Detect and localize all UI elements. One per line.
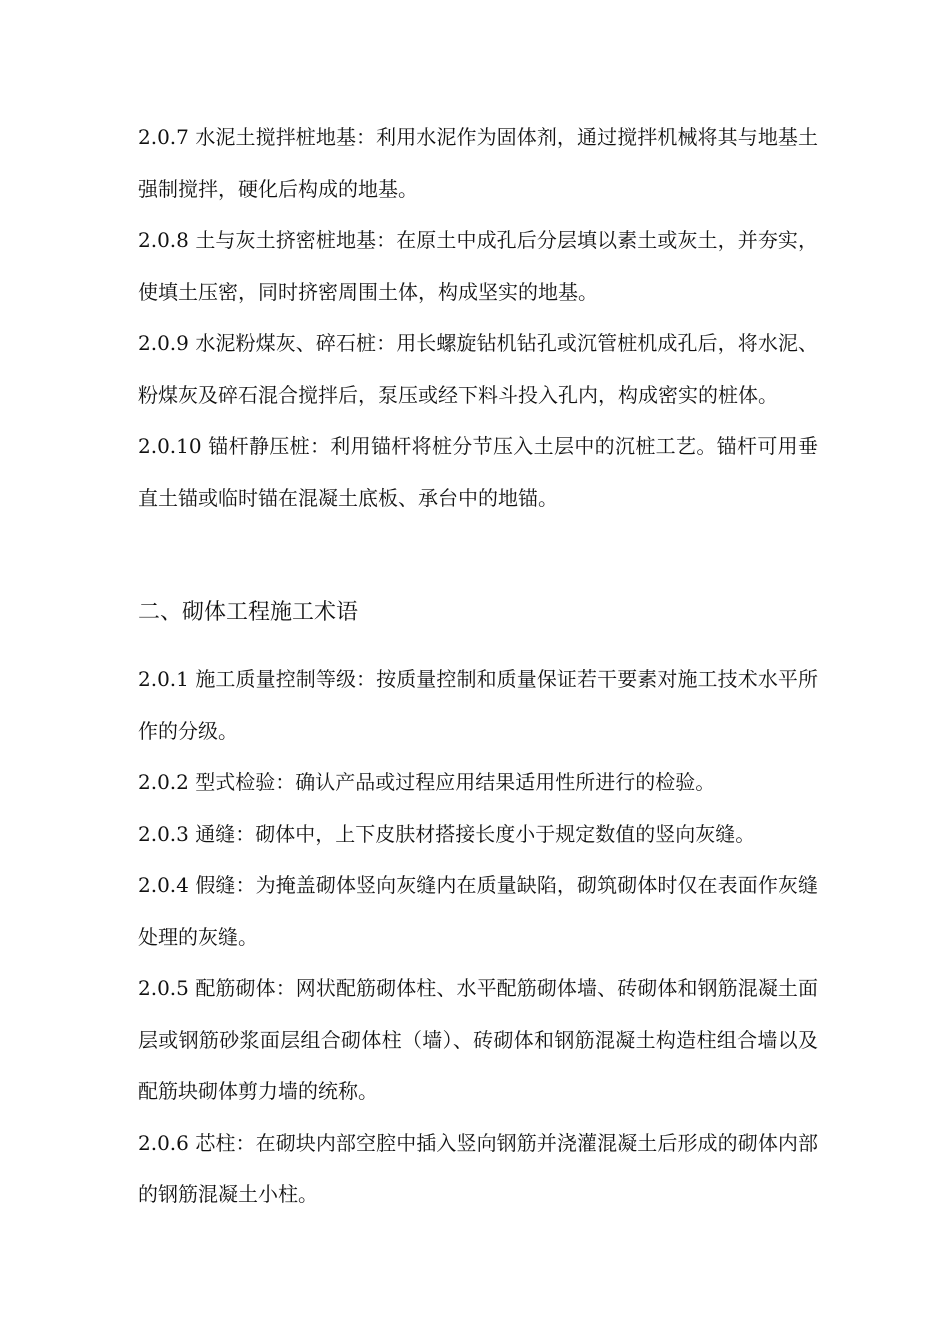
term-2-0-9: 2.0.9 水泥粉煤灰、碎石桩：用长螺旋钻机钻孔或沉管桩机成孔后，将水泥、粉煤灰及碎石混合搅拌后，泵压或经下料斗投入孔内，构成密实的桩体。 <box>138 331 818 407</box>
term-2-0-7: 2.0.7 水泥土搅拌桩地基：利用水泥作为固体剂，通过搅拌机械将其与地基土强制搅拌，硬化后构成的地基。 <box>138 125 818 201</box>
term-2-0-8: 2.0.8 土与灰土挤密桩地基：在原土中成孔后分层填以素土或灰土，并夯实，使填土压密，同时挤密周围土体，构成坚实的地基。 <box>138 228 818 304</box>
term-2-0-6: 2.0.6 芯柱：在砌块内部空腔中插入竖向钢筋并浇灌混凝土后形成的砌体内部的钢筋混凝土小柱。 <box>138 1130 818 1206</box>
term-2-0-10: 2.0.10 锚杆静压桩：利用锚杆将桩分节压入土层中的沉桩工艺。锚杆可用垂直土锚或临时锚在混凝土底板、承台中的地锚。 <box>138 434 818 510</box>
term-2-0-1: 2.0.1 施工质量控制等级：按质量控制和质量保证若干要素对施工技术水平所作的分级。 <box>138 667 818 743</box>
section-masonry-terms <box>138 654 818 1221</box>
term-2-0-4: 2.0.4 假缝：为掩盖砌体竖向灰缝内在质量缺陷，砌筑砌体时仅在表面作灰缝处理的灰缝。 <box>138 873 818 949</box>
term-2-0-2: 2.0.2 型式检验：确认产品或过程应用结果适用性所进行的检验。 <box>138 770 716 794</box>
section-heading-masonry: 二、砌体工程施工术语 <box>138 600 359 625</box>
term-2-0-3: 2.0.3 通缝：砌体中，上下皮肤材搭接长度小于规定数值的竖向灰缝。 <box>138 821 756 846</box>
document-page <box>138 112 818 1221</box>
term-2-0-5: 2.0.5 配筋砌体：网状配筋砌体柱、水平配筋砌体墙、砖砌体和钢筋混凝土面层或钢筋砂浆面层组合砌体柱（墙）、砖砌体和钢筋混凝土构造柱组合墙以及配筋块砌体剪力墙的统称。 <box>138 976 818 1103</box>
section-foundation-terms <box>138 112 818 524</box>
